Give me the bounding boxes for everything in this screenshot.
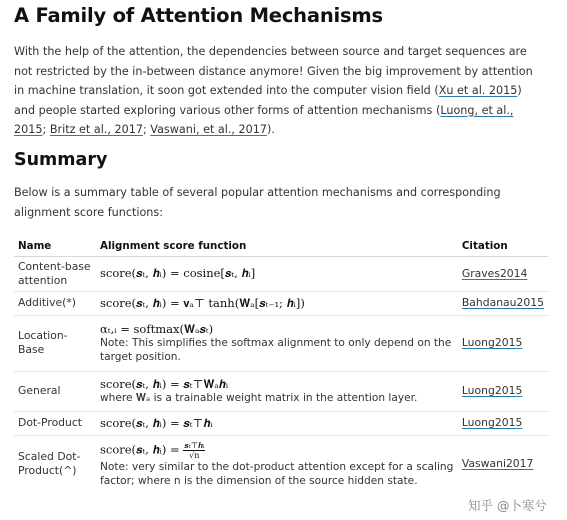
table-row-general	[14, 371, 548, 411]
table-row-additive	[14, 291, 548, 315]
row-function	[96, 371, 458, 411]
row-citation-cell	[458, 315, 548, 371]
intro-sep-1: ;	[42, 123, 50, 136]
row-note: where 𝐖ₐ is a trainable weight matrix in the attention layer.	[99, 392, 418, 404]
row-note: Note: very similar to the dot-product attention except for a scaling factor; where n is the dimension of the source hidden state.	[99, 460, 454, 487]
row-name: Additive(*)	[14, 291, 96, 315]
row-citation-cell	[458, 371, 548, 411]
table-row-content-base	[14, 256, 548, 291]
summary-heading: Summary	[14, 150, 108, 170]
row-formula: score(𝒔ₜ, 𝒉ᵢ) = 𝒔ₜ⊤𝐖ₐ𝒉ᵢ	[99, 377, 229, 391]
table-row-dot-product	[14, 411, 548, 435]
row-name: General	[14, 371, 96, 411]
citation-link[interactable]: Luong2015	[461, 336, 523, 349]
row-formula-line	[100, 441, 454, 460]
intro-paragraph	[14, 42, 534, 140]
intro-text-1: With the help of the attention, the dependencies between source and target sequences are not restricted by the in-between distance anymore! Given the big improvement by attention in machine translation, it soon got extended into the computer vision field (	[14, 45, 533, 97]
header-function: Alignment score function	[96, 236, 458, 256]
row-citation-cell	[458, 411, 548, 435]
row-function	[96, 435, 458, 493]
header-name: Name	[14, 236, 96, 256]
row-name: Location-Base	[14, 315, 96, 371]
fraction-numerator: 𝒔ₜ⊤𝒉ᵢ	[184, 440, 205, 450]
fraction-denominator: √n	[189, 450, 200, 460]
link-vaswani-2017[interactable]: Vaswani, et al., 2017	[150, 123, 267, 136]
row-citation-cell	[458, 256, 548, 291]
link-luong-2015[interactable]: Luong, et al., 2015	[14, 103, 514, 136]
scaled-fraction	[183, 441, 205, 460]
watermark: 知乎 @卜寒兮	[468, 498, 547, 513]
row-function	[96, 315, 458, 371]
row-formula: score(𝒔ₜ, 𝒉ᵢ) = 𝐯ₐ⊤ tanh(𝐖ₐ[𝒔ₜ₋₁; 𝒉ᵢ])	[99, 295, 305, 310]
table-header-row	[14, 236, 548, 256]
row-citation-cell	[458, 435, 548, 493]
citation-link[interactable]: Vaswani2017	[461, 457, 534, 471]
row-name: Scaled Dot-Product(^)	[18, 450, 81, 478]
row-citation-cell	[458, 291, 548, 315]
citation-link[interactable]: Bahdanau2015	[461, 296, 544, 309]
row-function	[96, 291, 458, 315]
row-note: Note: This simplifies the softmax alignment to only depend on the target position.	[99, 337, 452, 363]
link-britz-2017[interactable]: Britz et al., 2017	[49, 123, 143, 136]
row-formula: score(𝒔ₜ, 𝒉ᵢ) = cosine[𝒔ₜ, 𝒉ᵢ]	[99, 266, 256, 280]
row-formula: αₜ,ᵢ = softmax(𝐖ₐ𝒔ₜ)	[99, 322, 214, 336]
citation-link[interactable]: Luong2015	[461, 384, 523, 397]
row-function	[96, 256, 458, 291]
link-xu-2015[interactable]: Xu et al. 2015	[438, 84, 518, 97]
row-formula: score(𝒔ₜ, 𝒉ᵢ) = 𝒔ₜ⊤𝒉ᵢ	[99, 415, 213, 430]
row-formula: score(𝒔ₜ, 𝒉ᵢ) =	[99, 442, 180, 457]
row-function	[96, 411, 458, 435]
attention-table	[14, 236, 548, 493]
table-row-location-base	[14, 315, 548, 371]
citation-link[interactable]: Luong2015	[461, 416, 523, 429]
table-row-scaled-dot-product	[14, 435, 548, 493]
intro-text-3: ).	[267, 123, 275, 136]
row-name: Dot-Product	[14, 411, 96, 435]
summary-paragraph: Below is a summary table of several popular attention mechanisms and corresponding alignment score functions:	[14, 186, 501, 219]
intro-sep-2: ;	[142, 123, 151, 136]
citation-link[interactable]: Graves2014	[461, 266, 528, 280]
row-name: Content-base attention	[14, 256, 96, 291]
header-citation: Citation	[458, 236, 548, 256]
page-title: A Family of Attention Mechanisms	[14, 4, 383, 27]
intro-text-2: ) and people started exploring various other forms of attention mechanisms (	[14, 84, 522, 117]
